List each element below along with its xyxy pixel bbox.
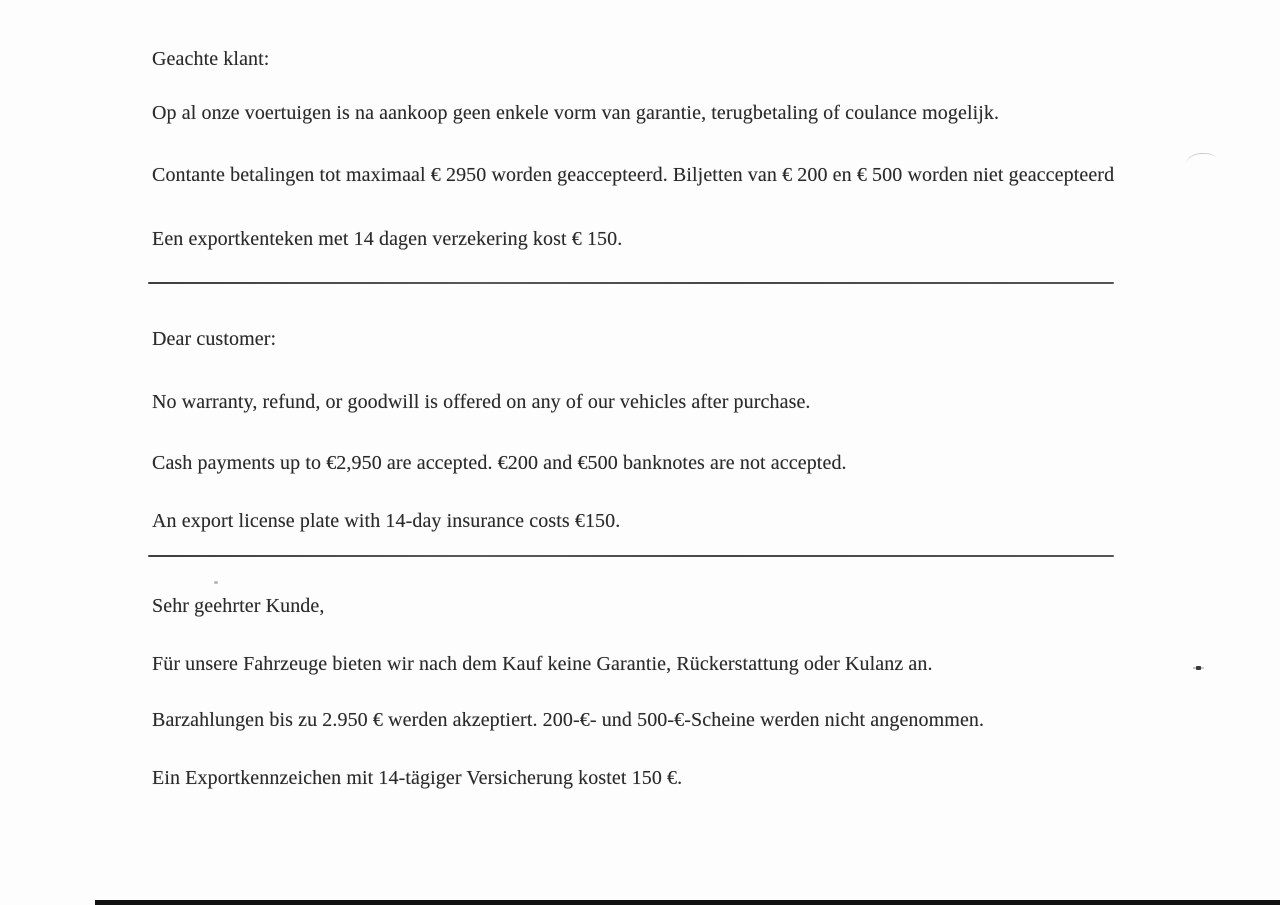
scan-edge-bottom <box>95 900 1280 905</box>
dutch-export-plate-line: Een exportkenteken met 14 dagen verzekering kost € 150. <box>152 228 623 250</box>
german-export-plate-line: Ein Exportkennzeichen mit 14-tägiger Versicherung kostet 150 €. <box>152 767 683 789</box>
english-export-plate-line: An export license plate with 14-day insurance costs €150. <box>152 510 621 532</box>
dutch-warranty-line: Op al onze voertuigen is na aankoop geen enkele vorm van garantie, terugbetaling of coulance mogelijk. <box>152 102 1000 124</box>
german-warranty-line: Für unsere Fahrzeuge bieten wir nach dem Kauf keine Garantie, Rückerstattung oder Kulanz an. <box>152 653 933 675</box>
german-salutation: Sehr geehrter Kunde, <box>152 595 325 617</box>
scan-artifact-dot <box>1196 666 1201 670</box>
german-cash-line: Barzahlungen bis zu 2.950 € werden akzeptiert. 200-€- und 500-€-Scheine werden nicht angenommen. <box>152 709 985 731</box>
dutch-cash-line: Contante betalingen tot maximaal € 2950 worden geaccepteerd. Biljetten van € 200 en € 500 worden niet geaccepteerd <box>152 164 1115 186</box>
english-salutation: Dear customer: <box>152 328 277 350</box>
scan-artifact-squiggle <box>1186 152 1217 165</box>
section-divider-2 <box>148 555 1114 557</box>
english-cash-line: Cash payments up to €2,950 are accepted. €200 and €500 banknotes are not accepted. <box>152 452 847 474</box>
section-divider-1 <box>148 282 1114 284</box>
dutch-salutation: Geachte klant: <box>152 48 270 70</box>
english-warranty-line: No warranty, refund, or goodwill is offered on any of our vehicles after purchase. <box>152 391 811 413</box>
scan-artifact-speck <box>214 581 218 584</box>
